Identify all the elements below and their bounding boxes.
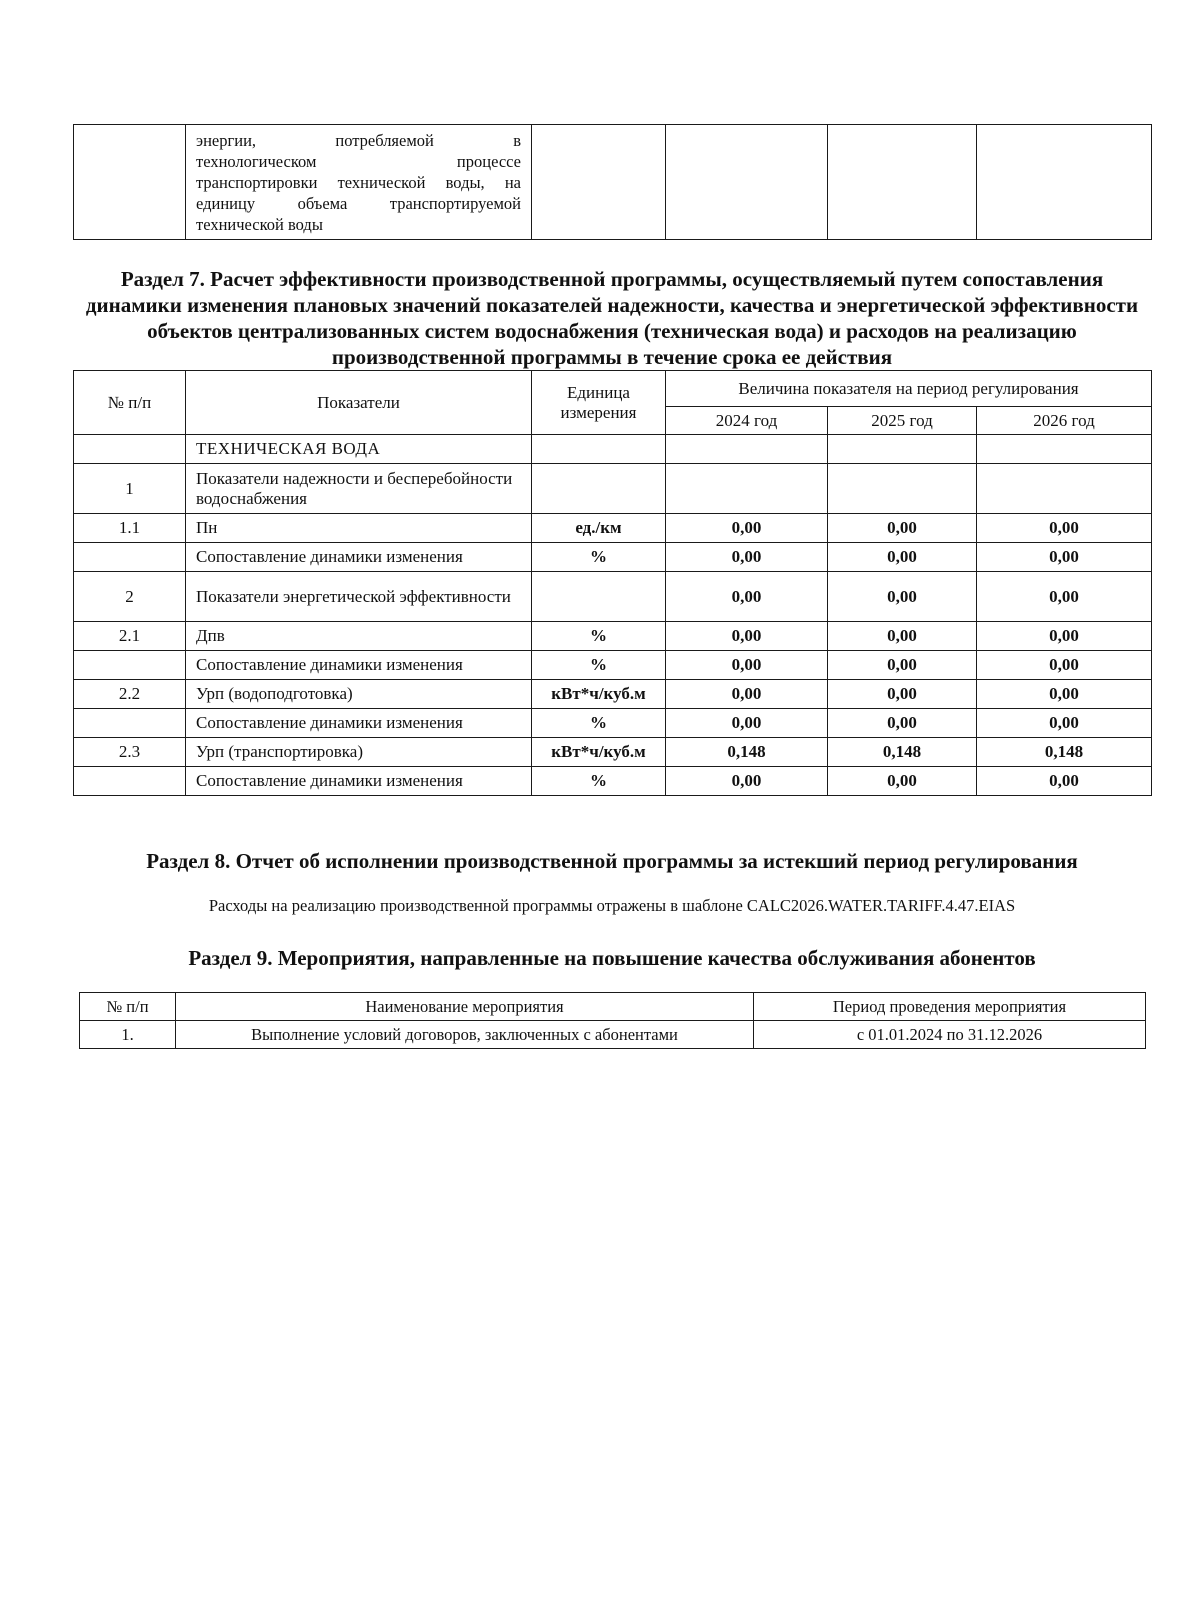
row-unit (532, 464, 666, 514)
header-unit: Единица измерения (532, 371, 666, 435)
row-period: с 01.01.2024 по 31.12.2026 (754, 1021, 1146, 1049)
row-name: Показатели энергетической эффективности (186, 572, 532, 622)
row-2026: 0,148 (977, 738, 1152, 767)
table-row (74, 738, 1152, 767)
row-2026: 0,00 (977, 709, 1152, 738)
cell-2026 (977, 125, 1152, 240)
header-year-2025: 2025 год (828, 407, 977, 435)
section-8-note: Расходы на реализацию производственной программы отражены в шаблоне CALC2026.WATER.TARIFF.4.47.EIAS (208, 896, 1016, 915)
row-2025: 0,00 (828, 622, 977, 651)
row-2024: 0,00 (666, 572, 828, 622)
cell-num (74, 125, 186, 240)
row-name: Сопоставление динамики изменения (186, 543, 532, 572)
table-row (74, 622, 1152, 651)
indicator-line: единицу объема транспортируемой (196, 193, 521, 213)
section-9-title: Раздел 9. Мероприятия, направленные на повышение качества обслуживания абонентов (188, 946, 1036, 970)
row-name: Урп (транспортировка) (186, 738, 532, 767)
table-row (74, 572, 1152, 622)
row-2025: 0,00 (828, 572, 977, 622)
row-num (74, 767, 186, 796)
header-num: № п/п (80, 993, 176, 1021)
row-2026: 0,00 (977, 651, 1152, 680)
row-unit: % (532, 651, 666, 680)
indicator-line: транспортировки технической воды, на (196, 172, 521, 192)
row-name: Дпв (186, 622, 532, 651)
row-2025: 0,00 (828, 514, 977, 543)
row-unit: % (532, 767, 666, 796)
row-2024: 0,00 (666, 543, 828, 572)
table-row (74, 709, 1152, 738)
header-period: Величина показателя на период регулирования (666, 371, 1152, 407)
header-year-2026: 2026 год (977, 407, 1152, 435)
row-num (74, 651, 186, 680)
row-unit: % (532, 543, 666, 572)
row-2026: 0,00 (977, 543, 1152, 572)
header-row (74, 371, 1152, 407)
row-num: 2.3 (74, 738, 186, 767)
row-2025: 0,00 (828, 709, 977, 738)
table-row (74, 125, 1152, 240)
section-7-table (73, 370, 1152, 796)
header-year-2024: 2024 год (666, 407, 828, 435)
row-num (74, 709, 186, 738)
row-2026: 0,00 (977, 514, 1152, 543)
header-name: Наименование мероприятия (176, 993, 754, 1021)
row-name: Сопоставление динамики изменения (186, 651, 532, 680)
row-name: Показатели надежности и бесперебойности водоснабжения (186, 464, 532, 514)
row-unit: кВт*ч/куб.м (532, 680, 666, 709)
indicator-line: энергии, потребляемой в (196, 130, 521, 150)
row-2024: 0,00 (666, 651, 828, 680)
row-2025: 0,00 (828, 680, 977, 709)
row-2025: 0,00 (828, 767, 977, 796)
row-2025: 0,00 (828, 651, 977, 680)
header-num: № п/п (74, 371, 186, 435)
row-2025 (828, 464, 977, 514)
row-2024: 0,00 (666, 767, 828, 796)
row-unit: % (532, 622, 666, 651)
group-label: ТЕХНИЧЕСКАЯ ВОДА (186, 435, 532, 464)
row-name: Сопоставление динамики изменения (186, 709, 532, 738)
row-name: Урп (водоподготовка) (186, 680, 532, 709)
table-row (74, 651, 1152, 680)
table-row (74, 464, 1152, 514)
row-unit: кВт*ч/куб.м (532, 738, 666, 767)
row-2026 (977, 464, 1152, 514)
cell-unit (532, 125, 666, 240)
row-name: Пн (186, 514, 532, 543)
row-2024: 0,148 (666, 738, 828, 767)
row-2024 (666, 464, 828, 514)
section-9-table (79, 992, 1146, 1049)
section-8-title: Раздел 8. Отчет об исполнении производственной программы за истекший период регулирования (146, 849, 1078, 873)
continuation-table (73, 124, 1152, 240)
row-2025: 0,148 (828, 738, 977, 767)
row-num: 1. (80, 1021, 176, 1049)
cell-2024 (666, 125, 828, 240)
row-2026: 0,00 (977, 680, 1152, 709)
row-unit (532, 572, 666, 622)
row-2026: 0,00 (977, 572, 1152, 622)
row-num: 2.2 (74, 680, 186, 709)
group-row (74, 435, 1152, 464)
row-num: 1.1 (74, 514, 186, 543)
row-2026: 0,00 (977, 767, 1152, 796)
table-row (74, 767, 1152, 796)
header-period: Период проведения мероприятия (754, 993, 1146, 1021)
row-2024: 0,00 (666, 709, 828, 738)
indicator-line: технической воды (196, 214, 323, 234)
row-unit: ед./км (532, 514, 666, 543)
table-row (74, 543, 1152, 572)
header-indicator: Показатели (186, 371, 532, 435)
indicator-line: технологическом процессе (196, 151, 521, 171)
row-2024: 0,00 (666, 680, 828, 709)
row-num (74, 543, 186, 572)
row-name: Сопоставление динамики изменения (186, 767, 532, 796)
table-row (74, 680, 1152, 709)
row-2024: 0,00 (666, 622, 828, 651)
cell-indicator (186, 125, 532, 240)
row-2025: 0,00 (828, 543, 977, 572)
row-num: 2.1 (74, 622, 186, 651)
row-unit: % (532, 709, 666, 738)
cell-2025 (828, 125, 977, 240)
table-row (74, 514, 1152, 543)
row-num: 1 (74, 464, 186, 514)
row-name: Выполнение условий договоров, заключенных с абонентами (176, 1021, 754, 1049)
row-num: 2 (74, 572, 186, 622)
row-2024: 0,00 (666, 514, 828, 543)
table-row (80, 1021, 1146, 1049)
section-7-title: Раздел 7. Расчет эффективности производственной программы, осуществляемый путем сопоставления динамики изменения плановых значений показателей надежности, качества и энергетической эффективности объектов централизованных систем водоснабжения (техническая вода) и расходов на реализацию производственной программы в течение срока ее действия (85, 267, 1139, 369)
row-2026: 0,00 (977, 622, 1152, 651)
header-row (80, 993, 1146, 1021)
